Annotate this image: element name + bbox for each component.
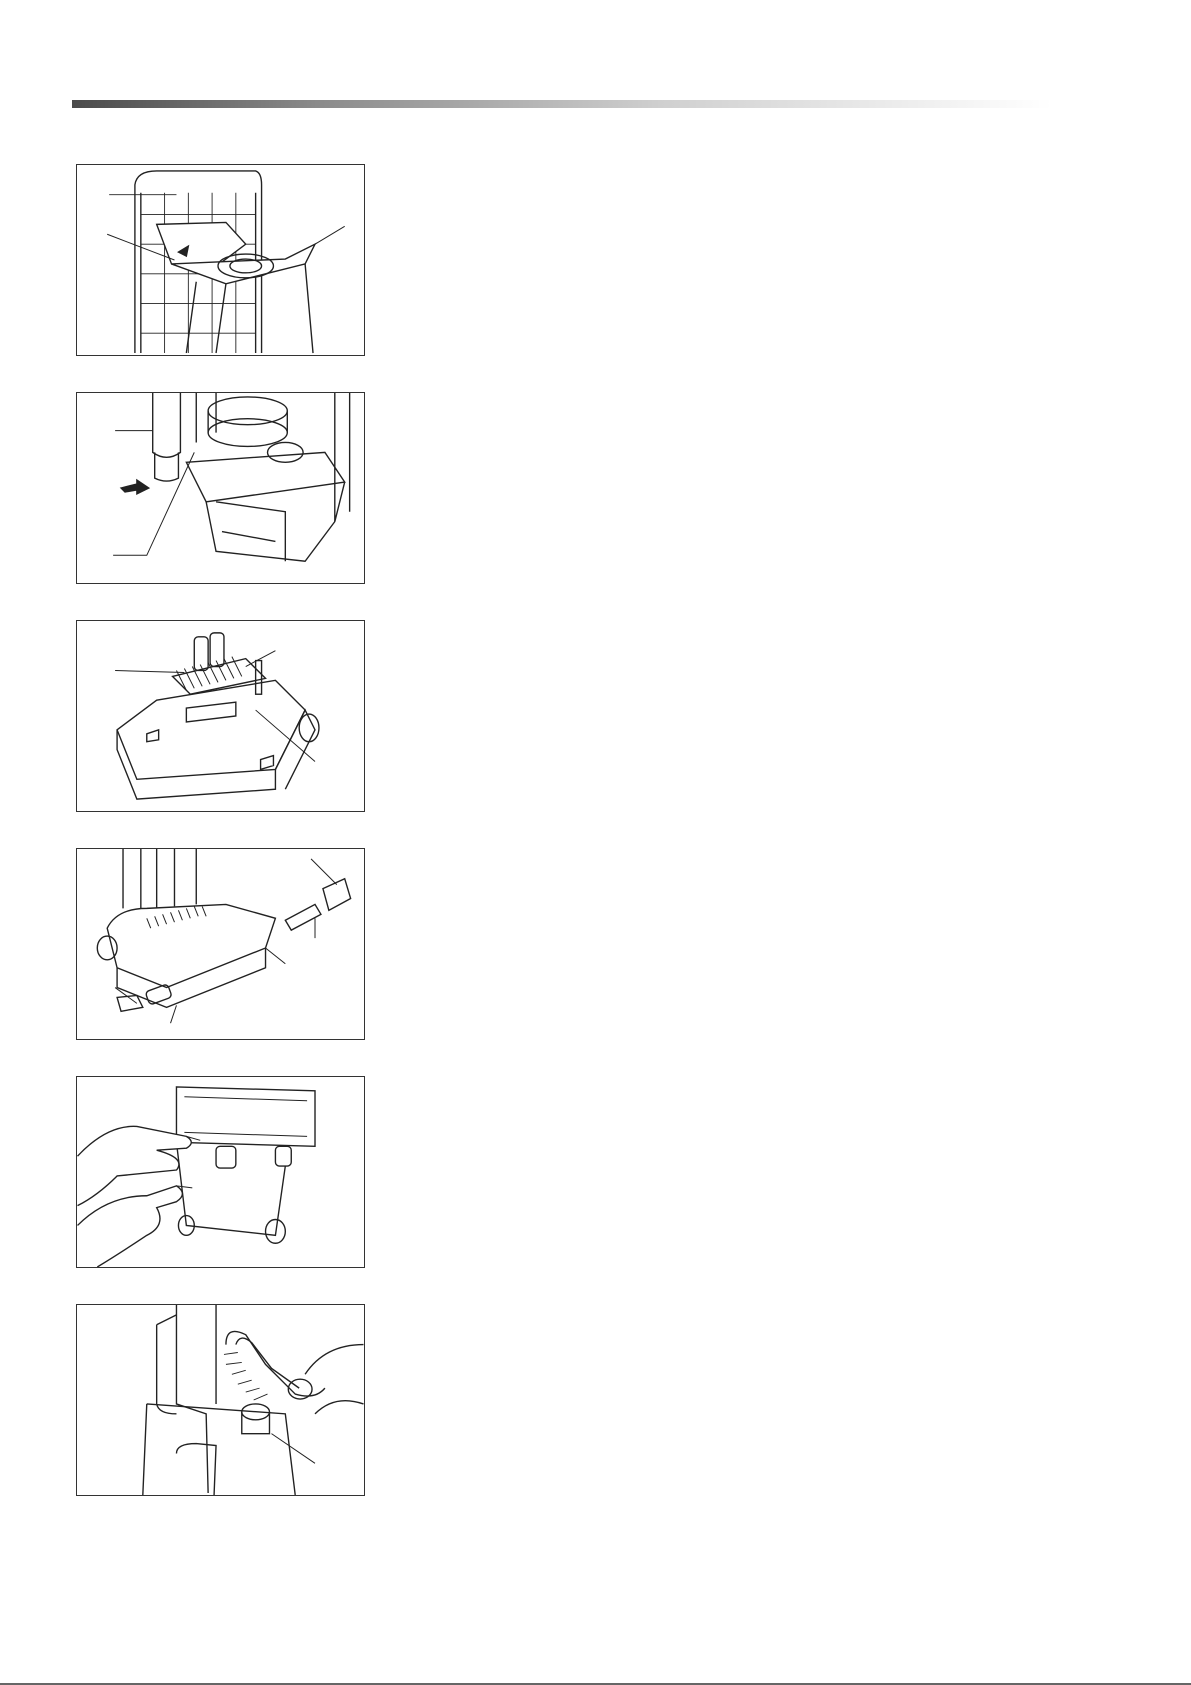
figure-brush-head-top: [76, 620, 365, 812]
figure-dust-bag-holder: [76, 164, 365, 356]
figure-hose-connection: [76, 1304, 365, 1496]
figure-brush-head-underside: [76, 1076, 365, 1268]
figure-brush-roller: [76, 848, 365, 1040]
header-gradient-bar: [72, 100, 1052, 108]
figure-filter-cartridge: [76, 392, 365, 584]
